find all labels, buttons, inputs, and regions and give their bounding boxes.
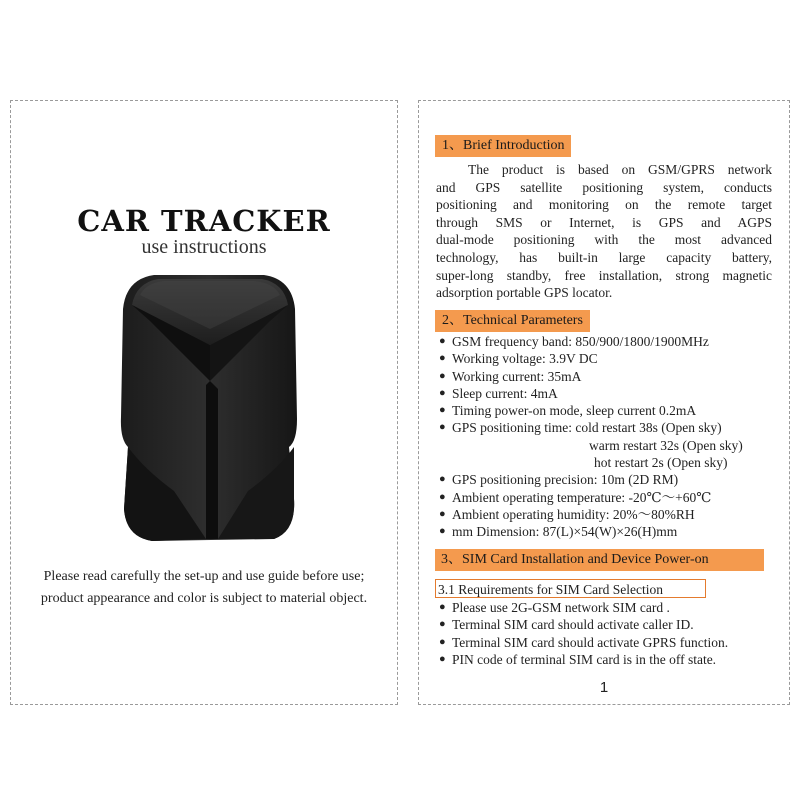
- intro-line: positioning and monitoring on the remote target: [436, 197, 772, 213]
- requirement-item: ● Please use 2G-GSM network SIM card .: [439, 600, 670, 615]
- brief-introduction-text: [436, 161, 772, 302]
- requirement-item: ● PIN code of terminal SIM card is in the off state.: [439, 651, 717, 667]
- page-number: 1: [599, 679, 609, 696]
- parameter-item: ● Working current: 35mA: [439, 368, 582, 384]
- bullet-icon: ●: [439, 473, 446, 486]
- section-heading-brief-introduction: 1、Brief Introduction: [435, 135, 571, 157]
- parameter-item: ● mm Dimension: 87(L)×54(W)×26(H)mm: [439, 524, 678, 540]
- sim-requirements-list: [437, 599, 782, 668]
- intro-line: super-long standby, free installation, strong magnetic: [436, 267, 772, 283]
- intro-line: technology, has built-in large capacity battery,: [436, 249, 772, 265]
- bullet-icon: ●: [439, 335, 446, 347]
- parameter-item: ● Working voltage: 3.9V DC: [439, 351, 598, 367]
- bullet-icon: ●: [439, 404, 446, 417]
- parameter-continuation: hot restart 2s (Open sky): [594, 455, 728, 471]
- section-heading-sim-card-installation: 3、SIM Card Installation and Device Power-on: [435, 549, 764, 571]
- parameter-item: ● Sleep current: 4mA: [439, 385, 558, 401]
- bullet-icon: ●: [439, 421, 446, 434]
- parameter-item: ● Ambient operating humidity: 20%～80%RH: [439, 506, 695, 522]
- bullet-icon: ●: [439, 352, 446, 365]
- requirement-item: ● Terminal SIM card should activate GPRS function.: [439, 634, 729, 650]
- bullet-icon: ●: [439, 369, 446, 382]
- device-center-ridge: [206, 381, 218, 539]
- bullet-icon: ●: [439, 386, 446, 399]
- bullet-icon: ●: [439, 601, 446, 613]
- intro-line: The product is based on GSM/GPRS network: [468, 162, 772, 177]
- usage-note-line: product appearance and color is subject to material object.: [40, 591, 368, 606]
- intro-line: through SMS or Internet, is GPS and AGPS: [436, 214, 772, 230]
- gps-tracker-device-image: [114, 269, 304, 547]
- technical-parameters-list: [437, 333, 782, 541]
- intro-line: adsorption portable GPS locator.: [436, 285, 613, 301]
- section-heading-technical-parameters: 2、Technical Parameters: [435, 310, 590, 332]
- bullet-icon: ●: [439, 635, 446, 648]
- intro-line: dual-mode positioning with the most advanced: [436, 232, 772, 248]
- parameter-item: ● GSM frequency band: 850/900/1800/1900MHz: [439, 334, 709, 349]
- bullet-icon: ●: [439, 490, 446, 503]
- parameter-item: ● Timing power-on mode, sleep current 0.2mA: [439, 403, 697, 419]
- parameter-item: ● GPS positioning precision: 10m (2D RM): [439, 472, 679, 488]
- bullet-icon: ●: [439, 652, 446, 665]
- sim-requirements-subheading: 3.1 Requirements for SIM Card Selection: [435, 579, 706, 598]
- bullet-icon: ●: [439, 525, 446, 538]
- parameter-item: ● GPS positioning time: cold restart 38s (Open sky): [439, 420, 722, 436]
- bullet-icon: ●: [439, 618, 446, 631]
- usage-note-line: Please read carefully the set-up and use guide before use;: [43, 569, 365, 584]
- bullet-icon: ●: [439, 507, 446, 520]
- product-title: CAR TRACKER: [77, 204, 331, 238]
- left-page: [10, 100, 398, 705]
- right-page: [418, 100, 790, 705]
- intro-line: and GPS satellite positioning system, conducts: [436, 179, 772, 195]
- requirement-item: ● Terminal SIM card should activate caller ID.: [439, 617, 694, 633]
- parameter-continuation: warm restart 32s (Open sky): [589, 437, 743, 453]
- product-subtitle: use instructions: [141, 236, 267, 258]
- usage-notes: [11, 566, 397, 610]
- parameter-item: ● Ambient operating temperature: -20℃～+60℃: [439, 489, 712, 505]
